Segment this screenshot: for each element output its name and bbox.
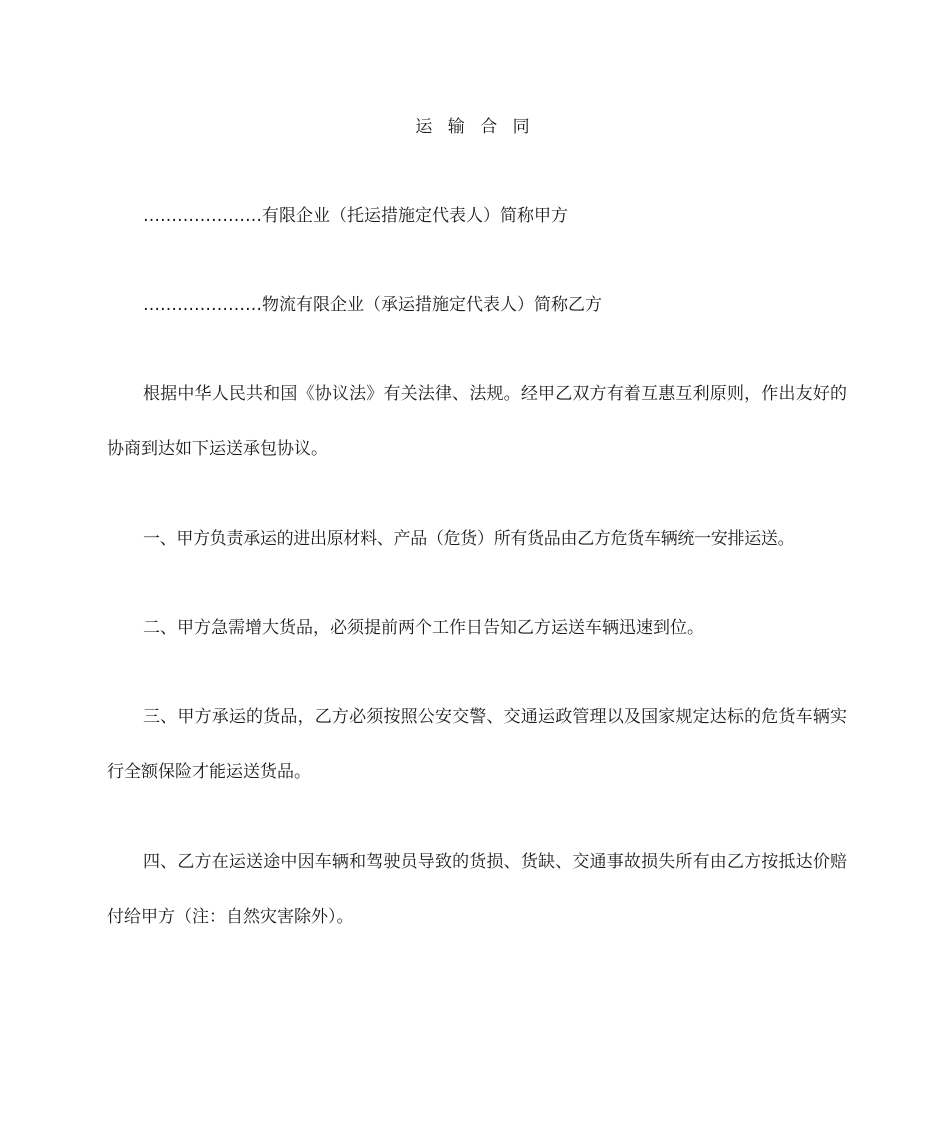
preamble-paragraph: 根据中华人民共和国《协议法》有关法律、法规。经甲乙双方有着互惠互利原则，作出友好的协商到达如下运送承包协议。: [107, 384, 847, 459]
clause-4: 四、乙方在运送途中因车辆和驾驶员导致的货损、货缺、交通事故损失所有由乙方按抵达价赔付给甲方（注：自然灾害除外）。: [107, 852, 847, 927]
party-b-line: …………………物流有限企业（承运措施定代表人）简称乙方: [143, 295, 602, 315]
document-title: 运 输 合 同: [415, 117, 535, 137]
clause-3: 三、甲方承运的货品，乙方必须按照公安交警、交通运政管理以及国家规定达标的危货车辆实行全额保险才能运送货品。: [107, 707, 847, 782]
clause-1: 一、甲方负责承运的进出原材料、产品（危货）所有货品由乙方危货车辆统一安排运送。: [143, 529, 795, 549]
clause-2: 二、甲方急需增大货品，必须提前两个工作日告知乙方运送车辆迅速到位。: [143, 618, 704, 638]
party-a-line: …………………有限企业（托运措施定代表人）简称甲方: [143, 206, 568, 226]
